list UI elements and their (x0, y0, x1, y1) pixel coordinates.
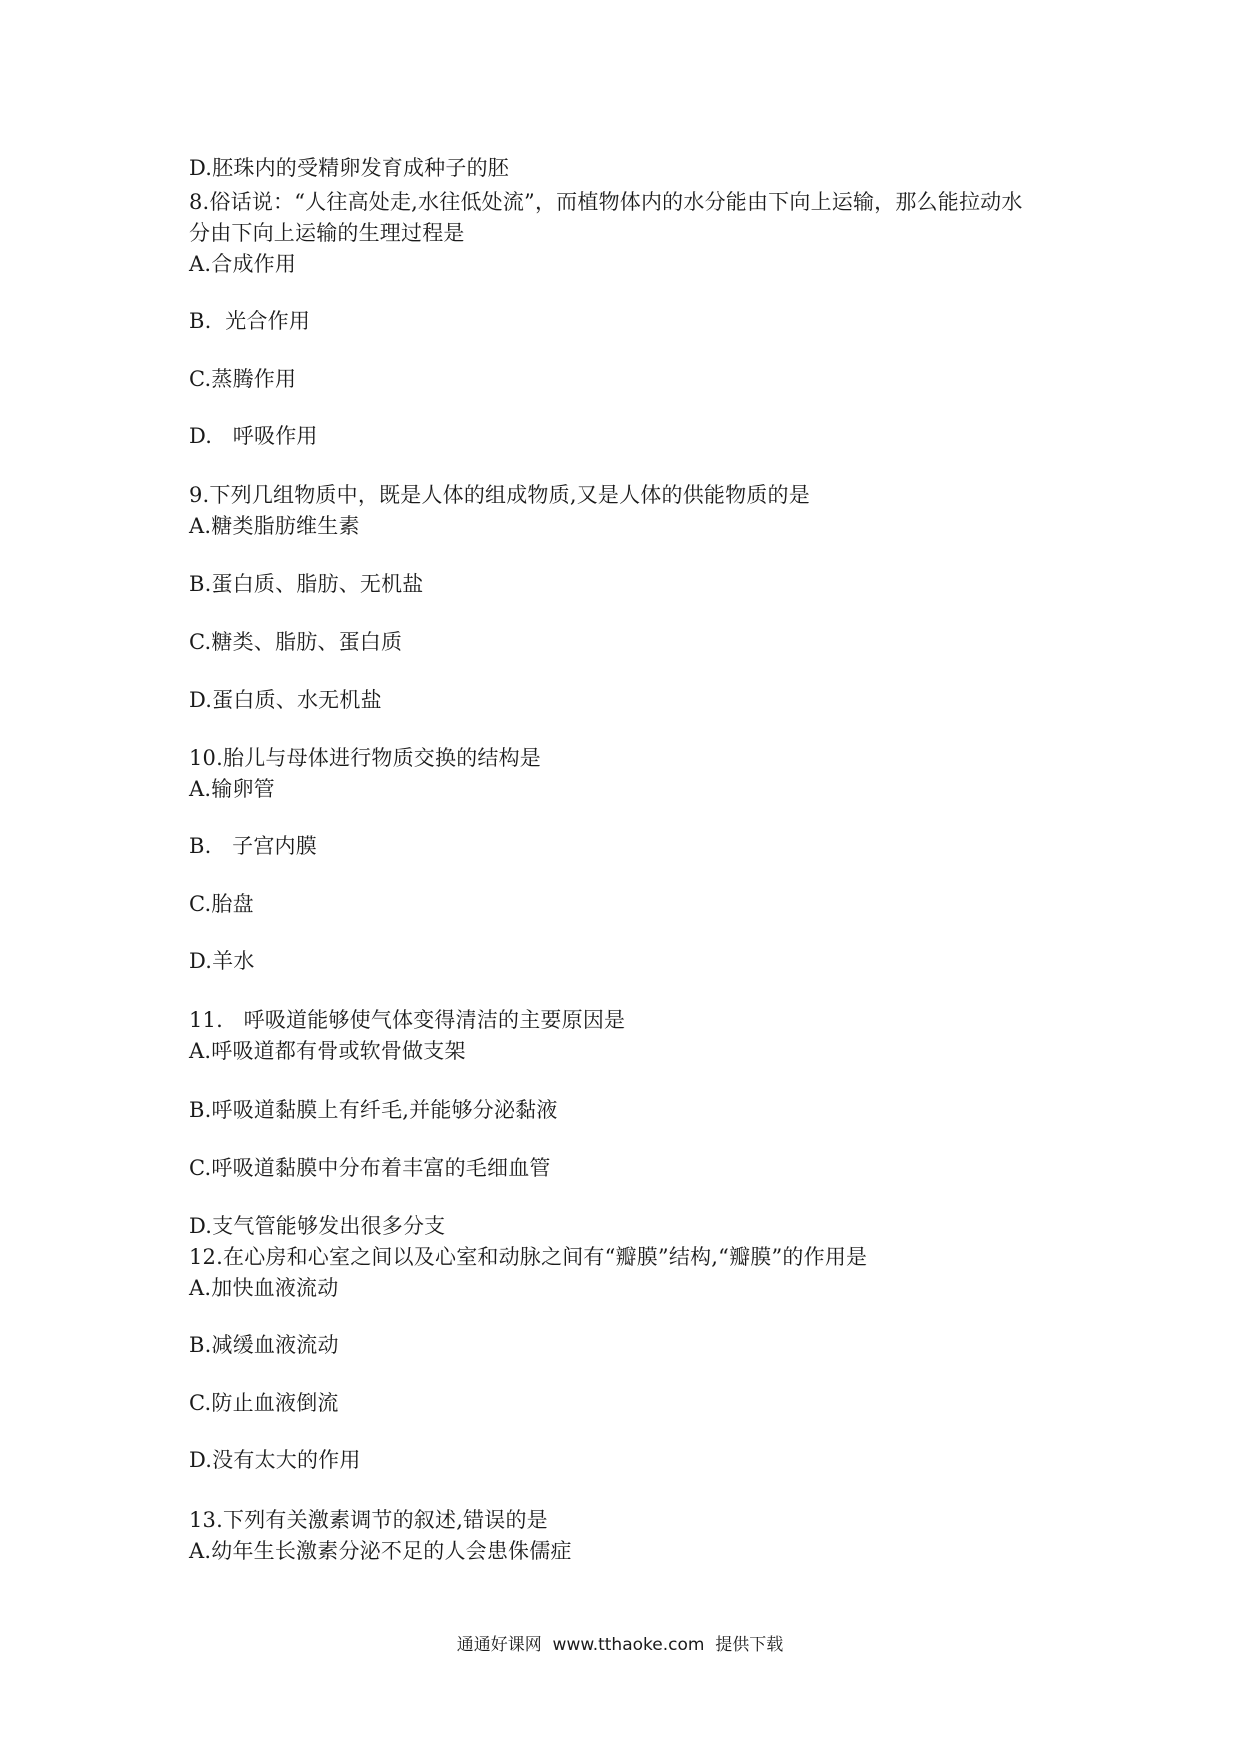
option-line: A.加快血液流动 (189, 1276, 339, 1300)
question-line: 12.在心房和心室之间以及心室和动脉之间有“瓣膜”结构,“瓣膜”的作用是 (189, 1245, 868, 1269)
question-line: 13.下列有关激素调节的叙述,错误的是 (189, 1508, 548, 1532)
option-line: A.糖类脂肪维生素 (189, 514, 360, 538)
option-line: A.呼吸道都有骨或软骨做支架 (189, 1039, 466, 1063)
option-line: D.胚珠内的受精卵发育成种子的胚 (189, 156, 509, 180)
option-line: B.蛋白质、脂肪、无机盐 (189, 572, 424, 596)
page-footer: 通通好课网 www.tthaoke.com 提供下载 (456, 1635, 784, 1655)
option-line: C.胎盘 (189, 892, 254, 916)
option-line: A.幼年生长激素分泌不足的人会患侏儒症 (189, 1539, 572, 1563)
option-line: D.蛋白质、水无机盐 (189, 688, 382, 712)
question-line: 9.下列几组物质中，既是人体的组成物质,又是人体的供能物质的是 (189, 483, 810, 507)
option-line: B.呼吸道黏膜上有纤毛,并能够分泌黏液 (189, 1098, 558, 1122)
option-line: D.羊水 (189, 949, 255, 973)
question-line: 分由下向上运输的生理过程是 (189, 221, 465, 245)
option-line: C.防止血液倒流 (189, 1391, 339, 1415)
option-line: B. 子宫内膜 (189, 834, 317, 858)
question-line: 11. 呼吸道能够使气体变得清洁的主要原因是 (189, 1008, 626, 1032)
option-line: C.蒸腾作用 (189, 367, 297, 391)
option-line: C.糖类、脂肪、蛋白质 (189, 630, 403, 654)
option-line: C.呼吸道黏膜中分布着丰富的毛细血管 (189, 1156, 551, 1180)
option-line: B.减缓血液流动 (189, 1333, 339, 1357)
option-line: D. 呼吸作用 (189, 424, 318, 448)
question-line: 10.胎儿与母体进行物质交换的结构是 (189, 746, 541, 770)
option-line: B. 光合作用 (189, 309, 311, 333)
option-line: A.输卵管 (189, 777, 275, 801)
option-line: D.没有太大的作用 (189, 1448, 361, 1472)
question-line: 8.俗话说：“人往高处走,水往低处流”，而植物体内的水分能由下向上运输，那么能拉动水 (189, 190, 1023, 214)
option-line: D.支气管能够发出很多分支 (189, 1214, 446, 1238)
option-line: A.合成作用 (189, 252, 297, 276)
